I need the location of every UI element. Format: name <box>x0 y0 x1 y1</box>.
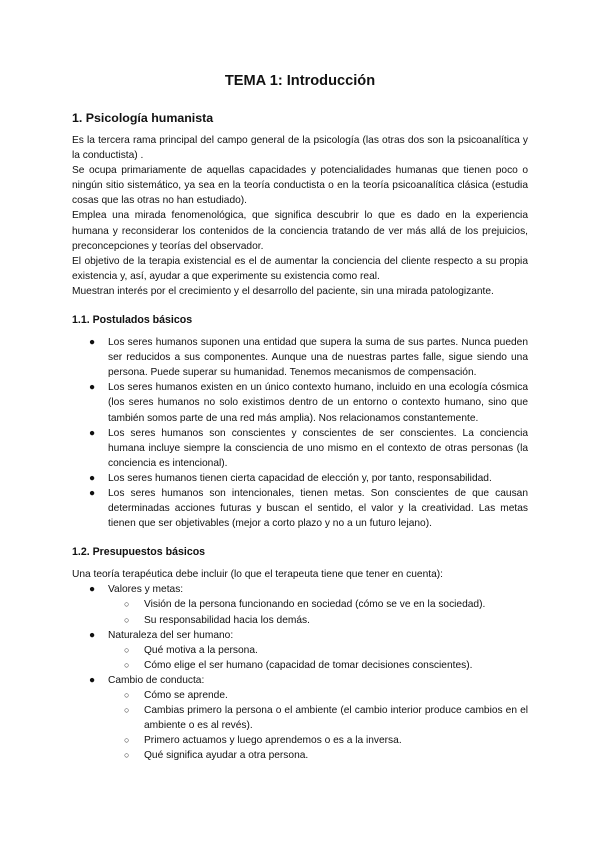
circle-bullet-icon: ○ <box>124 644 130 655</box>
bullet-icon: ● <box>89 427 96 439</box>
bullet-icon: ● <box>89 674 96 686</box>
sub-list <box>108 643 528 673</box>
sub-list-item: ○ Qué significa ayudar a otra persona. <box>108 748 528 763</box>
circle-bullet-icon: ○ <box>124 705 130 716</box>
paragraph: Es la tercera rama principal del campo general de la psicología (las otras dos son la psicoanalítica y la conductista) . <box>72 135 528 162</box>
circle-bullet-icon: ○ <box>124 659 130 670</box>
paragraph: El objetivo de la terapia existencial es el de aumentar la conciencia del cliente respecto a su propia existencia y, así, ayudar a que experimente su existencia como real. <box>72 255 528 282</box>
section-heading-1-2: 1.2. Presupuestos básicos <box>72 546 206 559</box>
bullet-icon: ● <box>89 337 96 349</box>
bullet-icon: ● <box>89 629 96 641</box>
circle-bullet-icon: ○ <box>124 750 130 761</box>
list-item: ● Los seres humanos existen en un único contexto humano, incluido en una ecología cósmica (los seres humanos no solo existimos dentro de un entorno o contexto humano, sino que también somos parte de una red más amplia). Nos relacionamos constantemente. <box>89 382 528 424</box>
circle-bullet-icon: ○ <box>124 599 130 610</box>
circle-bullet-icon: ○ <box>124 690 130 700</box>
bullet-icon: ● <box>89 487 96 499</box>
sub-list <box>108 597 528 627</box>
document-content <box>72 72 528 763</box>
paragraph: Una teoría terapéutica debe incluir (lo que el terapeuta tiene que tener en cuenta): <box>72 569 443 581</box>
list-item: ● Cambio de conducta: ○ Cómo se aprende. ○ Cambias primero la persona o el ambiente (el cambio interior produce cambios en el ambiente o es al revés). ○ Primero actuamos y luego aprendemos o es a la inversa. ○ Qué significa ayudar a otra persona. <box>72 673 528 764</box>
paragraph: Se ocupa primariamente de aquellas capacidades y potencialidades humanas que tienen poco o ningún sitio sistemático, ya sea en la teoría conductista o en la teoría psicoanalítica clásica (estudia cosas que las otras no han estudiado). <box>72 165 528 207</box>
list-item: ● Naturaleza del ser humano: ○ Qué motiva a la persona. ○ Cómo elige el ser humano (capacidad de tomar decisiones conscientes). <box>72 628 528 673</box>
sub-list-item: ○ Cómo se aprende. <box>108 688 528 703</box>
bullet-icon: ● <box>89 472 96 484</box>
circle-bullet-icon: ○ <box>124 614 130 625</box>
paragraph: Emplea una mirada fenomenológica, que significa descubrir lo que es dado en la experiencia humana y reconsiderar los contenidos de la conciencia tratando de ver más allá de los prejuicios, preconcepciones y teorías del observador. <box>72 210 528 252</box>
list-item: ● Valores y metas: ○ Visión de la persona funcionando en sociedad (cómo se ve en la sociedad). ○ Su responsabilidad hacia los demás. <box>72 582 528 627</box>
assumptions-list <box>72 582 528 763</box>
list-item: ● Los seres humanos son conscientes y conscientes de ser conscientes. La conciencia humana incluye siempre la consciencia de uno mismo en el contexto de otras personas (la conciencia es intencional). <box>89 427 528 469</box>
paragraph: Muestran interés por el crecimiento y el desarrollo del paciente, sin una mirada patologizante. <box>72 285 494 297</box>
sub-list-item: ○ Cambias primero la persona o el ambiente (el cambio interior produce cambios en el ambiente o es al revés). <box>124 705 528 732</box>
postulates-list <box>72 335 528 531</box>
page-title: TEMA 1: Introducción <box>224 73 376 89</box>
sub-list-item: ○ Visión de la persona funcionando en sociedad (cómo se ve en la sociedad). <box>108 597 528 612</box>
sub-list-item: ○ Su responsabilidad hacia los demás. <box>108 613 528 628</box>
sub-list-item: ○ Qué motiva a la persona. <box>108 643 528 658</box>
list-item: ● Los seres humanos tienen cierta capacidad de elección y, por tanto, responsabilidad. <box>72 471 528 486</box>
list-item: ● Los seres humanos son intencionales, tienen metas. Son conscientes de que causan determinadas acciones futuras y buscan el sentido, el valor y la creatividad. Las metas tienen que ser objetivables (mejor a corto plazo y no a un futuro lejano). <box>89 487 528 530</box>
bullet-icon: ● <box>89 584 96 596</box>
bullet-icon: ● <box>89 382 96 394</box>
section-heading-1: 1. Psicología humanista <box>72 111 214 125</box>
sub-list-item: ○ Cómo elige el ser humano (capacidad de tomar decisiones conscientes). <box>108 658 528 673</box>
list-item: ● Los seres humanos suponen una entidad que supera la suma de sus partes. Nunca pueden ser reducidos a sus componentes. Aunque una de nuestras partes falle, sigue siendo una persona. Puede superar su humanidad. Tenemos mecanismos de compensación. <box>89 337 528 379</box>
sub-list <box>108 688 528 763</box>
section-heading-1-1: 1.1. Postulados básicos <box>72 314 193 327</box>
sub-list-item: ○ Primero actuamos y luego aprendemos o es a la inversa. <box>108 733 528 748</box>
circle-bullet-icon: ○ <box>124 735 130 746</box>
